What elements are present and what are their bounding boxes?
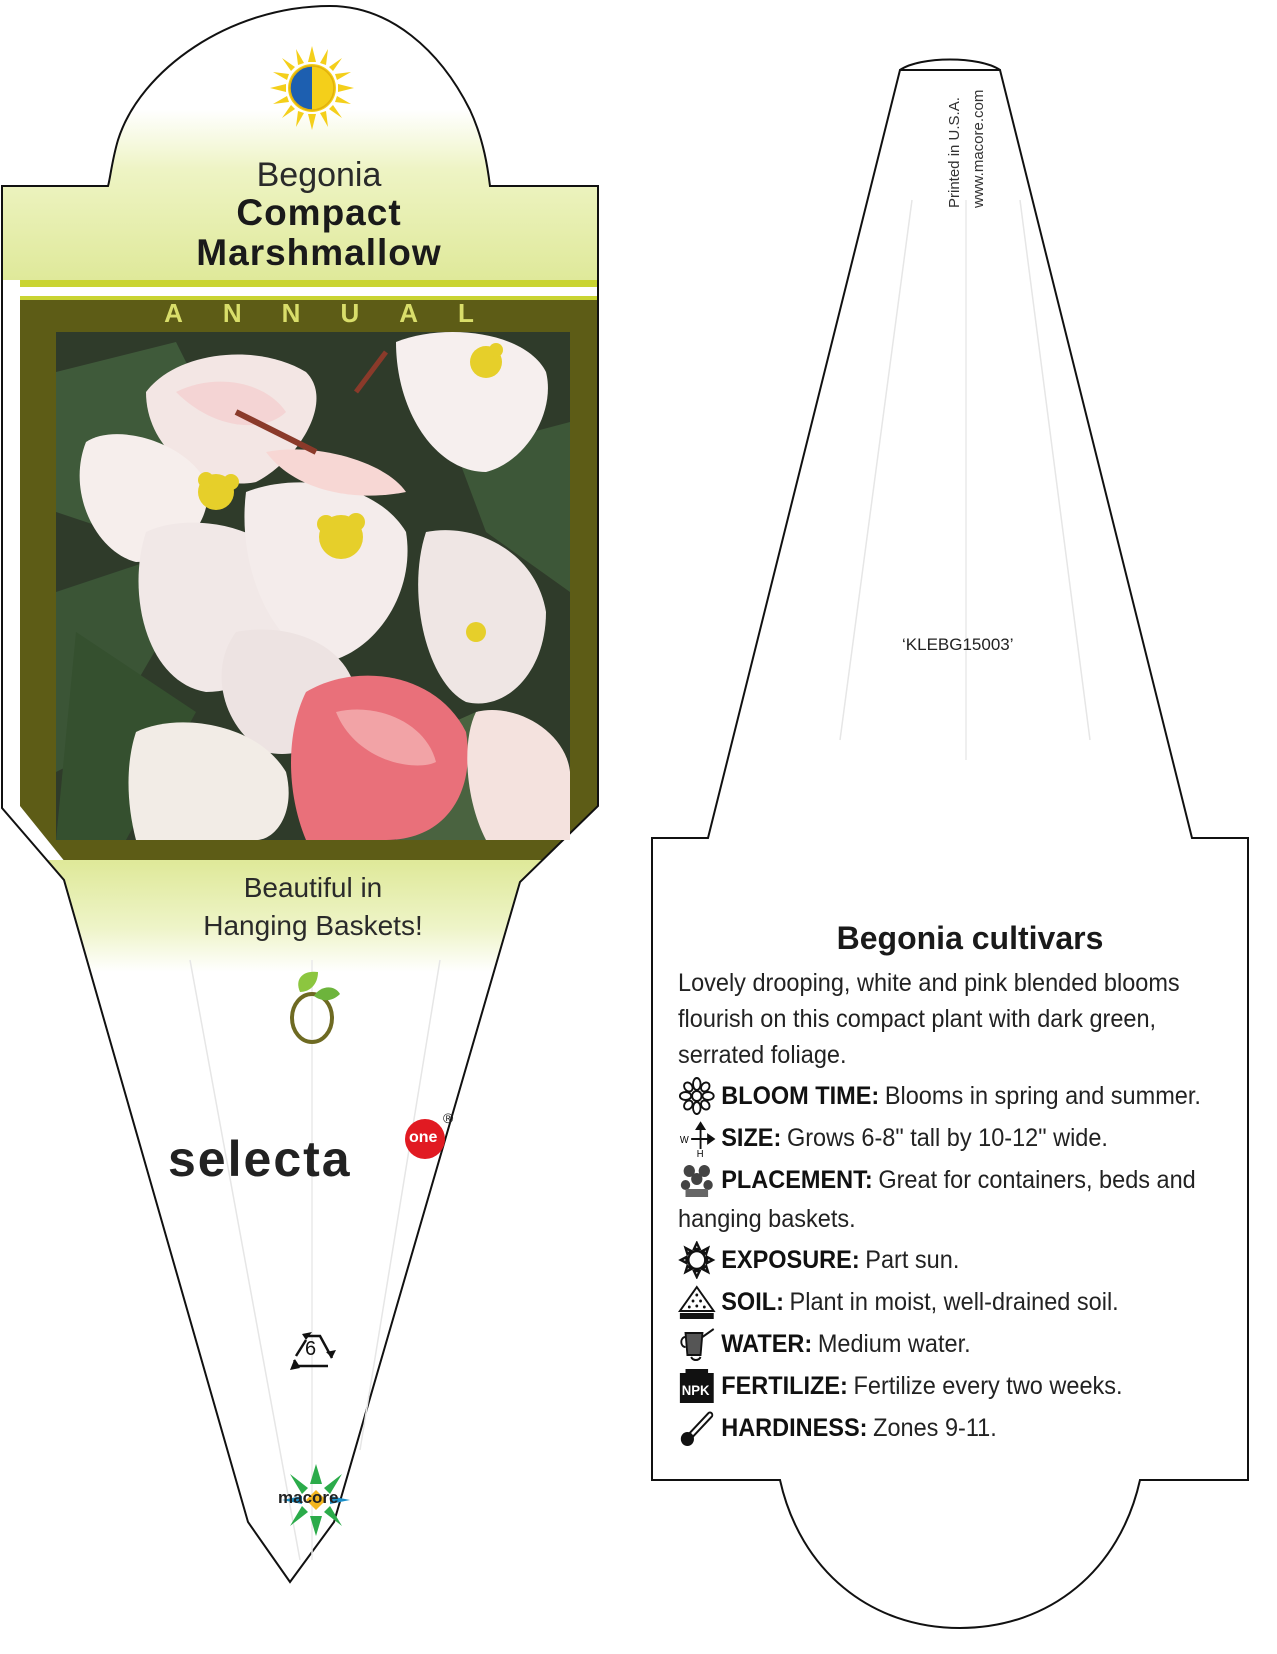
- watering-can-icon: [678, 1325, 716, 1363]
- fertilize-value: Fertilize every two weeks.: [853, 1372, 1123, 1400]
- printed-in-usa: Printed in U.S.A.: [946, 97, 963, 208]
- care-row-water: [678, 1323, 1214, 1365]
- selecta-brand-logo: selecta: [168, 1131, 352, 1187]
- care-row-hardiness: [678, 1407, 1214, 1449]
- placement-value-continued: hanging baskets.: [678, 1205, 856, 1233]
- soil-icon: [678, 1283, 716, 1321]
- size-icon-h: H: [696, 1148, 704, 1157]
- care-row-fertilize: [678, 1365, 1214, 1407]
- size-value: Grows 6-8" tall by 10-12" wide.: [786, 1124, 1108, 1152]
- water-label: WATER:: [721, 1330, 813, 1358]
- hardiness-value: Zones 9-11.: [873, 1414, 997, 1442]
- website: www.macore.com: [970, 89, 987, 208]
- plant-description: Lovely drooping, white and pink blended blooms flourish on this compact plant with dark green, serrated foliage.: [678, 969, 1180, 1069]
- care-row-soil: [678, 1281, 1214, 1323]
- bloom-time-value: Blooms in spring and summer.: [884, 1082, 1201, 1110]
- category-label: ANNUAL: [164, 298, 514, 328]
- flower-icon: [678, 1077, 716, 1115]
- placement-label: PLACEMENT:: [721, 1166, 873, 1194]
- size-label: SIZE:: [721, 1124, 782, 1152]
- tagline-line2: Hanging Baskets!: [203, 910, 423, 941]
- exposure-label: EXPOSURE:: [721, 1246, 860, 1274]
- care-info: [678, 965, 1214, 1449]
- macore-wordmark: macore: [278, 1488, 339, 1507]
- water-value: Medium water.: [817, 1330, 971, 1358]
- npk-icon: [678, 1367, 716, 1405]
- npk-text: NPK: [681, 1382, 710, 1399]
- exposure-value: Part sun.: [865, 1246, 960, 1274]
- soil-value: Plant in moist, well-drained soil.: [789, 1288, 1119, 1316]
- registered-mark: ®: [443, 1110, 454, 1126]
- sun-icon: [678, 1241, 716, 1279]
- recycle-code: 6: [305, 1338, 317, 1360]
- plant-genus: Begonia: [256, 156, 382, 194]
- placement-icon: [678, 1161, 716, 1199]
- hardiness-label: HARDINESS:: [721, 1414, 868, 1442]
- placement-value: Great for containers, beds and: [878, 1166, 1196, 1194]
- soil-label: SOIL:: [721, 1288, 784, 1316]
- care-row-bloom: [678, 1075, 1214, 1117]
- variety-name-line1: Compact: [236, 192, 402, 233]
- care-row-exposure: [678, 1239, 1214, 1281]
- size-icon: [678, 1119, 716, 1157]
- brand-badge-text: one: [409, 1129, 438, 1146]
- variety-name-line2: Marshmallow: [196, 232, 442, 273]
- back-title: Begonia cultivars: [836, 920, 1104, 956]
- tagline-line1: Beautiful in: [243, 872, 383, 903]
- care-row-placement: [678, 1159, 1214, 1201]
- bloom-time-label: BLOOM TIME:: [721, 1082, 880, 1110]
- variety-code: ‘KLEBG15003’: [902, 635, 1014, 654]
- thermometer-icon: [678, 1409, 716, 1447]
- care-row-size: [678, 1117, 1214, 1159]
- size-icon-w: W: [679, 1134, 689, 1147]
- fertilize-label: FERTILIZE:: [721, 1372, 848, 1400]
